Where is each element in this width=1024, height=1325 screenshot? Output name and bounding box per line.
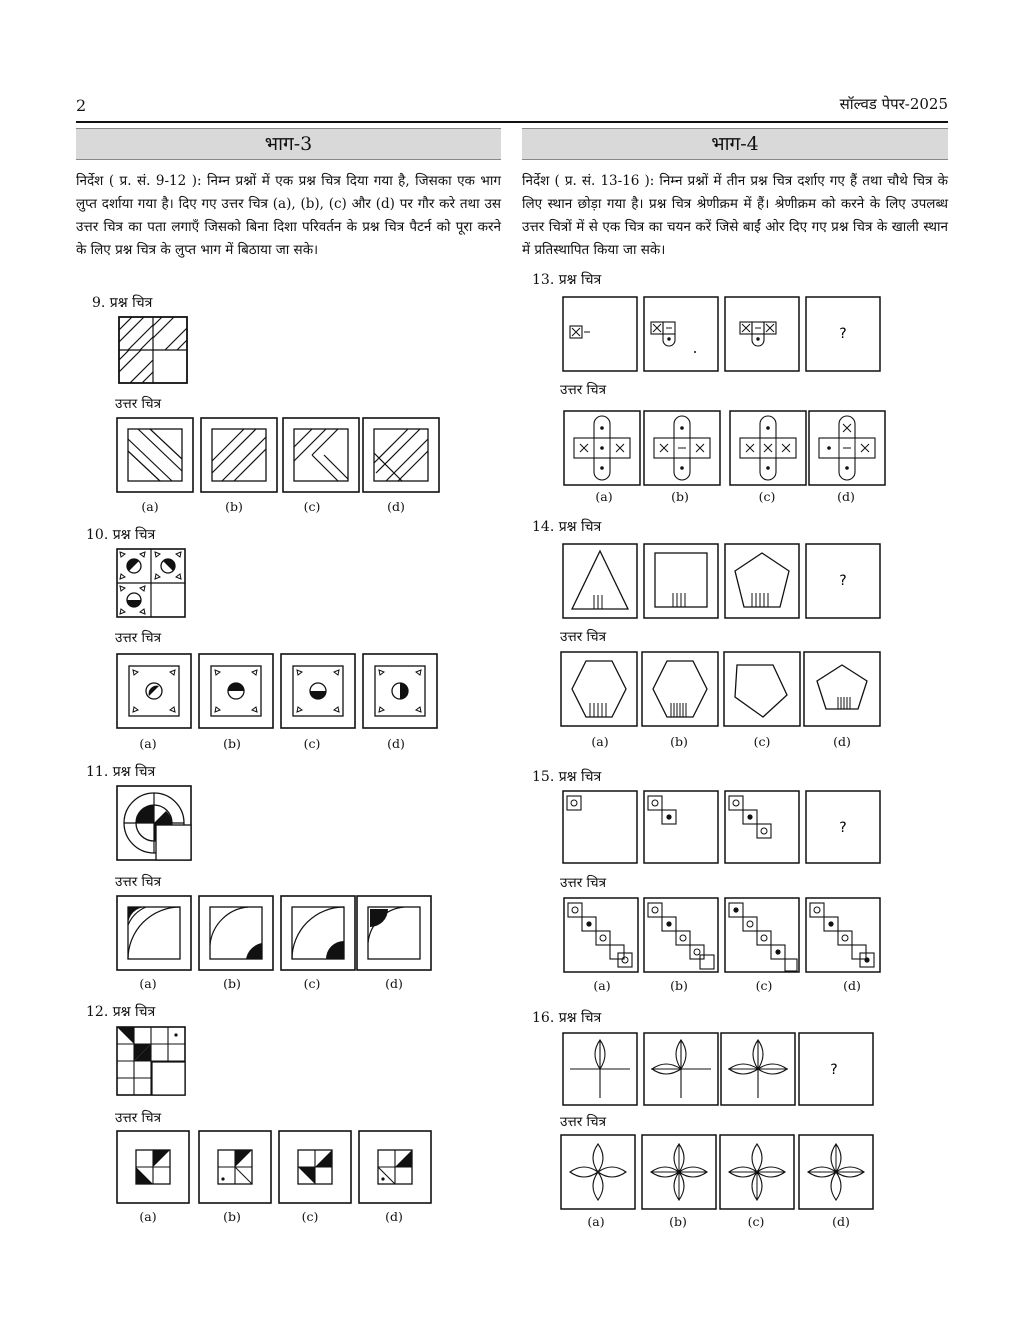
option-label: (b) [671,489,689,504]
option-label: (d) [837,489,855,504]
option-label: (a) [591,734,609,749]
question-figure-16-2 [643,1032,719,1106]
option-label: (c) [753,734,771,749]
question-label: 16. प्रश्न चित्र [532,1010,602,1026]
answer-option-13b[interactable] [643,410,721,486]
section-title-left: भाग-3 [76,128,501,160]
section-title-right: भाग-4 [522,128,948,160]
answer-option-12b[interactable] [198,1130,272,1204]
option-label: (a) [587,1214,605,1229]
answer-option-16c[interactable] [719,1134,795,1210]
question-label: 15. प्रश्न चित्र [532,769,602,785]
answer-option-15a[interactable] [563,897,639,973]
option-label: (d) [832,1214,850,1229]
answer-label: उत्तर चित्र [560,382,607,398]
question-figure-13-4 [805,296,881,372]
answer-option-13d[interactable] [808,410,886,486]
answer-option-16a[interactable] [560,1134,636,1210]
answer-option-13c[interactable] [729,410,807,486]
question-figure-11 [116,785,192,861]
question-figure-16-4 [798,1032,874,1106]
answer-option-9d[interactable] [362,417,440,493]
header-rule [76,121,948,123]
answer-option-16b[interactable] [641,1134,717,1210]
question-figure-16-1 [562,1032,638,1106]
answer-option-15b[interactable] [643,897,719,973]
answer-option-10d[interactable] [362,653,438,729]
answer-option-12c[interactable] [278,1130,352,1204]
option-label: (b) [670,978,688,993]
question-figure-16-3 [720,1032,796,1106]
option-label: (c) [301,1209,319,1224]
option-label: (b) [225,499,243,514]
question-figure-13-3 [724,296,800,372]
answer-option-14d[interactable] [803,651,881,727]
option-label: (d) [387,499,405,514]
option-label: (c) [303,499,321,514]
option-label: (b) [223,1209,241,1224]
directions-right: निर्देश ( प्र. सं. 13-16 ): निम्न प्रश्नों में तीन प्रश्न चित्र दर्शाए गए हैं तथा चौथे चित्र के लिए स्थान छोड़ा गया है। प्रश्न चित्र श्रेणीक्रम में हैं। श्रेणीक्रम को करने के लिए उपलब्ध उत्तर चित्रों में से एक चित्र का चयन करें जिसे बाईं ओर दिए गए प्रश्न चित्र के खाली स्थान में प्रतिस्थापित किया जा सके। [522,173,948,258]
question-label: 13. प्रश्न चित्र [532,272,602,288]
question-figure-15-3 [724,790,800,864]
option-label: (d) [385,1209,403,1224]
option-label: (a) [141,499,159,514]
answer-option-9b[interactable] [200,417,278,493]
question-label: 10. प्रश्न चित्र [86,527,156,543]
question-figure-15-2 [643,790,719,864]
option-label: (a) [593,978,611,993]
answer-option-12a[interactable] [116,1130,190,1204]
answer-label: उत्तर चित्र [560,629,607,645]
question-label: 11. प्रश्न चित्र [86,764,156,780]
option-label: (a) [139,736,157,751]
answer-option-14c[interactable] [723,651,801,727]
answer-option-10c[interactable] [280,653,356,729]
answer-label: उत्तर चित्र [115,630,162,646]
question-figure-13-1 [562,296,638,372]
question-figure-14-3 [724,543,800,619]
option-label: (d) [843,978,861,993]
option-label: (b) [669,1214,687,1229]
running-head: सॉल्वड पेपर-2025 [839,95,948,113]
answer-label: उत्तर चित्र [115,874,162,890]
question-figure-15-4 [805,790,881,864]
option-label: (b) [223,736,241,751]
missing-mark: ? [830,1062,838,1078]
directions-left: निर्देश ( प्र. सं. 9-12 ): निम्न प्रश्नों में एक प्रश्न चित्र दिया गया है, जिसका एक भाग लुप्त दर्शाया गया है। दिए गए उत्तर चित्र (a), (b), (c) और (d) पर गौर करे तथा उस उत्तर चित्र का पता लगाएँ जिसको बिना दिशा परिवर्तन के प्रश्न चित्र पैटर्न को पूरा करने के लिए प्रश्न चित्र के लुप्त भाग में बिठाया जा सके। [76,173,501,258]
page-number: 2 [76,96,87,115]
option-label: (c) [303,736,321,751]
answer-option-9c[interactable] [282,417,360,493]
option-label: (a) [139,1209,157,1224]
answer-option-14a[interactable] [560,651,638,727]
answer-option-16d[interactable] [798,1134,874,1210]
option-label: (b) [670,734,688,749]
missing-mark: ? [839,573,847,589]
option-label: (c) [303,976,321,991]
answer-label: उत्तर चित्र [560,1114,607,1130]
answer-option-10a[interactable] [116,653,192,729]
option-label: (c) [747,1214,765,1229]
question-figure-15-1 [562,790,638,864]
question-figure-12 [116,1026,186,1096]
option-label: (c) [755,978,773,993]
question-figure-9 [118,316,188,384]
option-label: (c) [758,489,776,504]
option-label: (a) [139,976,157,991]
answer-option-12d[interactable] [358,1130,432,1204]
option-label: (b) [223,976,241,991]
option-label: (d) [385,976,403,991]
answer-option-9a[interactable] [116,417,194,493]
answer-option-11b[interactable] [198,895,274,971]
answer-option-11a[interactable] [116,895,192,971]
answer-option-11c[interactable] [280,895,356,971]
missing-mark: ? [839,326,847,342]
option-label: (a) [595,489,613,504]
question-figure-13-2 [643,296,719,372]
question-figure-14-2 [643,543,719,619]
answer-option-14b[interactable] [641,651,719,727]
answer-label: उत्तर चित्र [115,1110,162,1126]
question-figure-14-1 [562,543,638,619]
answer-label: उत्तर चित्र [560,875,607,891]
question-label: 9. प्रश्न चित्र [92,295,153,311]
missing-mark: ? [839,820,847,836]
answer-label: उत्तर चित्र [115,396,162,412]
answer-option-15c[interactable] [724,897,800,973]
question-label: 12. प्रश्न चित्र [86,1004,156,1020]
answer-option-11d[interactable] [356,895,432,971]
option-label: (d) [833,734,851,749]
question-figure-14-4 [805,543,881,619]
question-label: 14. प्रश्न चित्र [532,519,602,535]
answer-option-13a[interactable] [563,410,641,486]
question-figure-10 [116,548,186,618]
answer-option-10b[interactable] [198,653,274,729]
answer-option-15d[interactable] [805,897,881,973]
option-label: (d) [387,736,405,751]
